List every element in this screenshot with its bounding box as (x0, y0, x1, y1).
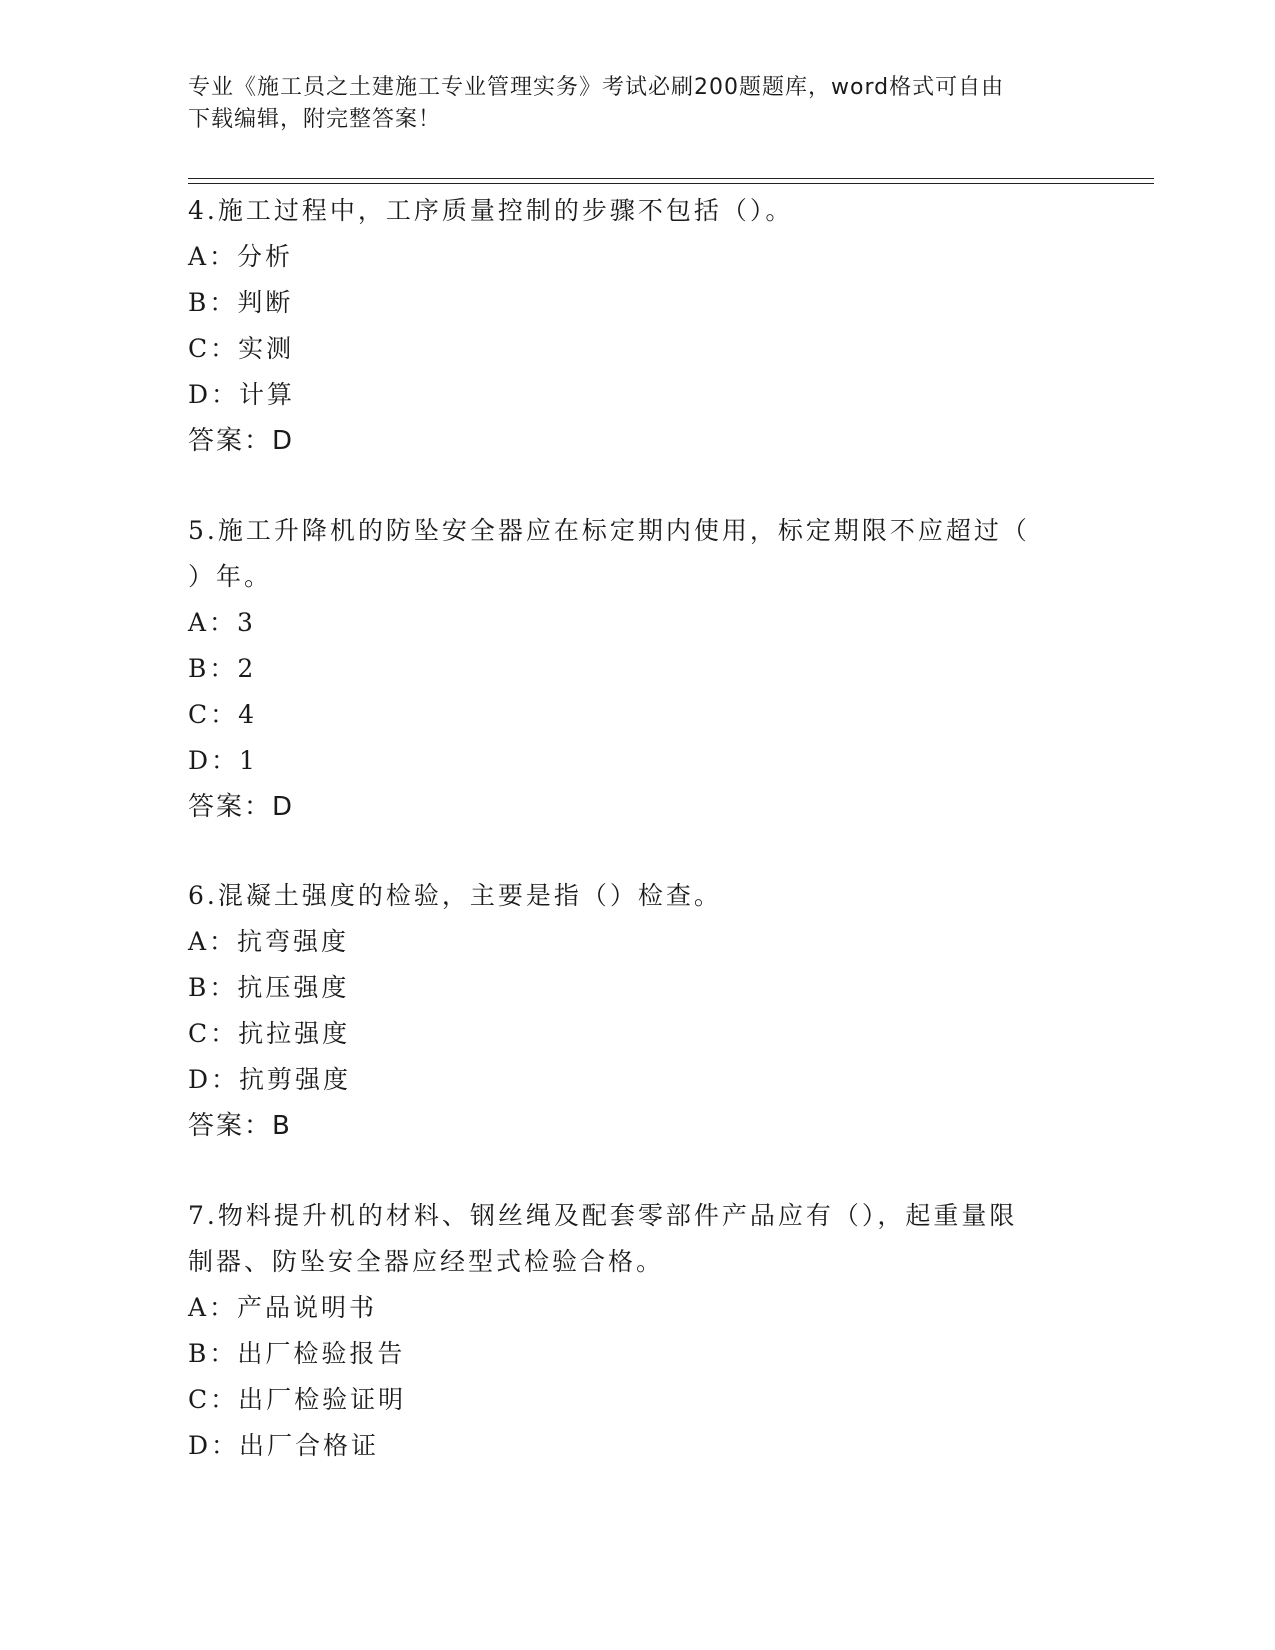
option-b: B：判断 (188, 288, 294, 317)
question-text: 5.施工升降机的防坠安全器应在标定期内使用，标定期限不应超过（ (188, 516, 1030, 545)
question-text: 6.混凝土强度的检验，主要是指（）检查。 (188, 881, 722, 910)
option-a: A：抗弯强度 (188, 927, 350, 956)
option-b: B：抗压强度 (188, 973, 350, 1002)
option-a: A：3 (188, 608, 256, 637)
question-block (188, 508, 1068, 830)
option-b: B：出厂检验报告 (188, 1339, 406, 1368)
answer-line: 答案：B (188, 1111, 292, 1141)
option-b: B：2 (188, 654, 257, 683)
document-header (188, 72, 1088, 136)
header-divider (188, 178, 1154, 184)
option-a: A：产品说明书 (188, 1293, 378, 1322)
option-d: D：出厂合格证 (188, 1431, 380, 1460)
question-text: 4.施工过程中，工序质量控制的步骤不包括（）。 (188, 196, 794, 225)
answer-line: 答案：D (188, 426, 295, 456)
question-text-continued: 制器、防坠安全器应经型式检验合格。 (188, 1247, 665, 1276)
question-text-continued: ）年。 (188, 562, 273, 591)
question-block (188, 873, 1068, 1149)
option-c: C：出厂检验证明 (188, 1385, 407, 1414)
question-text: 7.物料提升机的材料、钢丝绳及配套零部件产品应有（），起重量限 (188, 1201, 1018, 1230)
header-line-2: 下载编辑，附完整答案！ (188, 107, 442, 132)
question-block (188, 188, 1068, 464)
question-block (188, 1193, 1068, 1469)
answer-line: 答案：D (188, 792, 295, 822)
option-d: D：1 (188, 746, 258, 775)
option-c: C：实测 (188, 334, 295, 363)
option-a: A：分析 (188, 242, 294, 271)
option-d: D：计算 (188, 380, 296, 409)
option-d: D：抗剪强度 (188, 1065, 352, 1094)
option-c: C：抗拉强度 (188, 1019, 351, 1048)
option-c: C：4 (188, 700, 258, 729)
header-line-1: 专业《施工员之土建施工专业管理实务》考试必刷200题题库，word格式可自由 (188, 75, 1005, 100)
